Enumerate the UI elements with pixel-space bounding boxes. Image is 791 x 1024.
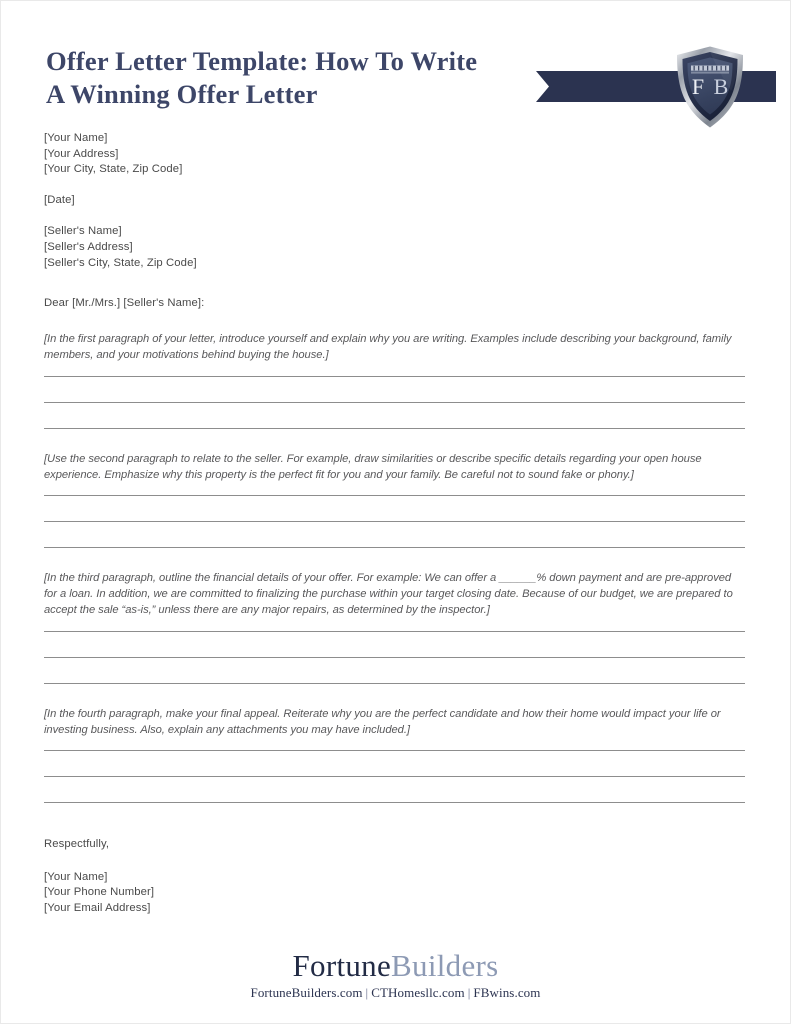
writing-line[interactable] [44, 376, 745, 377]
footer-urls [1, 985, 790, 1001]
wordmark-fortune: Fortune [292, 948, 392, 983]
writing-line[interactable] [44, 657, 745, 658]
document-header [1, 1, 790, 121]
footer-url-fortunebuilders[interactable]: FortuneBuilders.com [250, 985, 363, 1000]
writing-lines-two [44, 495, 746, 548]
sender-name: [Your Name] [44, 132, 108, 144]
instruction-paragraph-two: [Use the second paragraph to relate to the seller. For example, draw similarities or describe specific details regarding your open house experience. Emphasize why this property is the perfect fit for you and your family. Be careful not to sound fake or phony.] [44, 452, 702, 481]
writing-lines-one [44, 376, 746, 429]
closing-block [44, 837, 746, 916]
fortunebuilders-wordmark [1, 949, 790, 983]
fortunebuilders-shield-logo [674, 45, 746, 129]
instruction-paragraph-one: [In the first paragraph of your letter, introduce yourself and explain why you are writing. Examples include describing your background, family members, and your motivations behind buying the house.] [44, 333, 732, 362]
spacer [44, 209, 746, 225]
page-title [46, 45, 516, 111]
writing-line[interactable] [44, 521, 745, 522]
sender-city-state-zip: [Your City, State, Zip Code] [44, 163, 183, 176]
page-title-line-2: A Winning Offer Letter [46, 79, 318, 109]
writing-line[interactable] [44, 402, 745, 403]
writing-line[interactable] [44, 495, 745, 496]
valediction: Respectfully, [44, 837, 110, 850]
shield-letter-b: B [713, 74, 729, 99]
wordmark-builders: Builders [391, 948, 499, 983]
url-separator: | [365, 985, 369, 1000]
instruction-paragraph-four: [In the fourth paragraph, make your final appeal. Reiterate why you are the perfect candidate and how their home would impact your life or investing business. Also, explain any attachments you may have included.] [44, 707, 721, 736]
url-separator: | [467, 985, 471, 1000]
writing-line[interactable] [44, 802, 745, 803]
shield-letter-f: F [691, 74, 705, 99]
writing-line[interactable] [44, 428, 745, 429]
footer-url-cthomesllc[interactable]: CTHomesllc.com [371, 985, 465, 1000]
document-footer [1, 949, 790, 1001]
spacer [44, 178, 746, 194]
recipient-address: [Seller's Address] [44, 240, 133, 253]
salutation: Dear [Mr./Mrs.] [Seller's Name]: [44, 297, 205, 310]
instruction-paragraph-three: [In the third paragraph, outline the financial details of your offer. For example: We can offer a ______% down payment and are pre-approved for a loan. In addition, we are committed to finalizing the purchase within your target closing date. Because of our budget, we are prepared to accept the sale “as-is,” unless there are any major repairs, as determined by the inspector.] [44, 571, 733, 617]
recipient-city-state-zip: [Seller's City, State, Zip Code] [44, 256, 197, 269]
signer-name: [Your Name] [44, 870, 108, 883]
writing-lines-three [44, 631, 746, 684]
signer-email: [Your Email Address] [44, 901, 151, 914]
spacer [44, 853, 746, 870]
writing-line[interactable] [44, 547, 745, 548]
writing-line[interactable] [44, 631, 745, 632]
writing-line[interactable] [44, 776, 745, 777]
writing-line[interactable] [44, 683, 745, 684]
writing-lines-four [44, 750, 746, 803]
signer-phone: [Your Phone Number] [44, 886, 155, 899]
recipient-name: [Seller's Name] [44, 225, 122, 238]
sender-address: [Your Address] [44, 147, 119, 160]
letter-body [44, 131, 746, 916]
writing-line[interactable] [44, 750, 745, 751]
sender-address-block [44, 131, 746, 271]
page-title-line-1: Offer Letter Template: How To Write [46, 46, 478, 76]
footer-url-fbwins[interactable]: FBwins.com [473, 985, 541, 1000]
letter-date: [Date] [44, 194, 75, 207]
